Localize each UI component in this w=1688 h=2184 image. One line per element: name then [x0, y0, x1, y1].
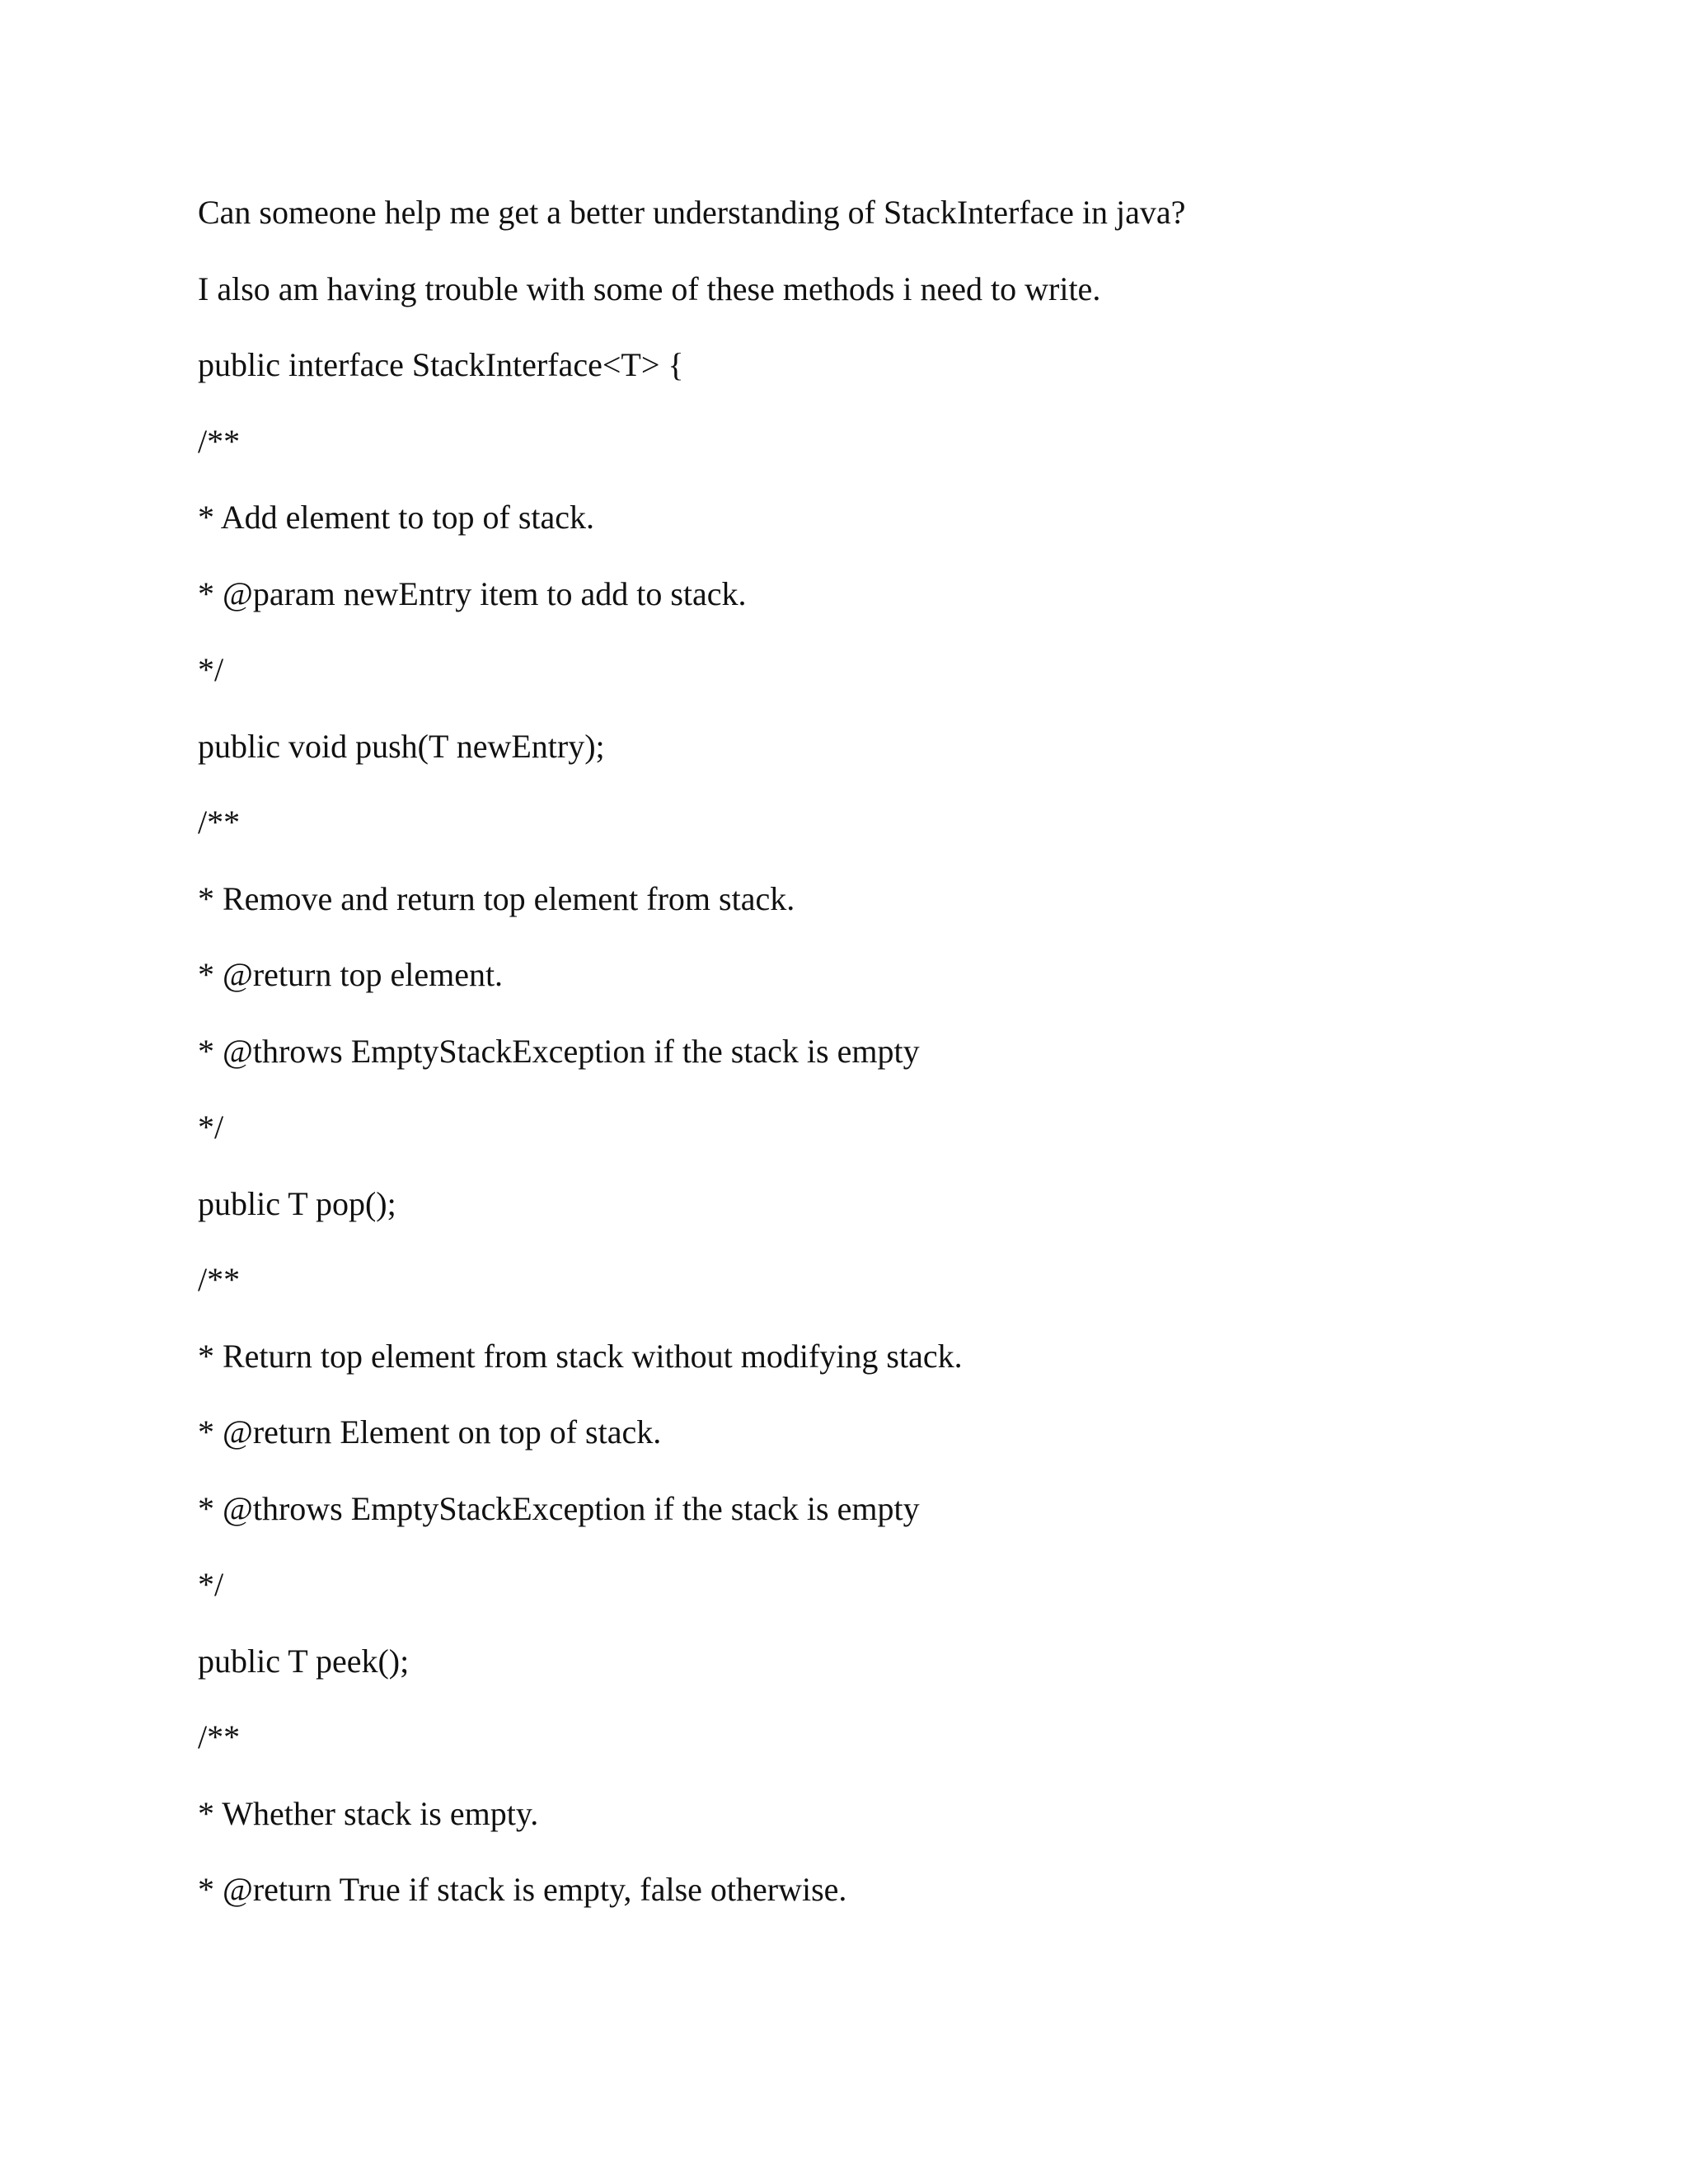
code-line: public T pop();: [198, 1184, 396, 1222]
code-line: public T peek();: [198, 1642, 410, 1680]
code-comment-line: * @return top element.: [198, 956, 504, 993]
code-comment-line: * Remove and return top element from stack.: [198, 879, 795, 917]
code-comment-line: /**: [198, 804, 241, 841]
code-comment-line: * Whether stack is empty.: [198, 1794, 539, 1832]
code-comment-line: * Return top element from stack without modifying stack.: [198, 1337, 963, 1375]
code-comment-line: * @param newEntry item to add to stack.: [198, 574, 747, 612]
question-line: I also am having trouble with some of these methods i need to write.: [198, 269, 1101, 307]
code-comment-line: */: [198, 1108, 224, 1146]
code-comment-line: * @throws EmptyStackException if the stack is empty: [198, 1489, 920, 1527]
code-comment-line: /**: [198, 1718, 241, 1755]
code-line: public interface StackInterface<T> {: [198, 346, 684, 383]
question-line: Can someone help me get a better understanding of StackInterface in java?: [198, 194, 1186, 231]
code-comment-line: * @return Element on top of stack.: [198, 1413, 662, 1451]
code-line: public void push(T newEntry);: [198, 727, 605, 765]
code-comment-line: * @throws EmptyStackException if the stack is empty: [198, 1032, 920, 1070]
code-comment-line: */: [198, 1566, 224, 1603]
code-comment-line: */: [198, 651, 224, 688]
code-comment-line: * @return True if stack is empty, false otherwise.: [198, 1871, 847, 1908]
code-comment-line: /**: [198, 422, 241, 460]
code-comment-line: * Add element to top of stack.: [198, 499, 595, 536]
document-body: [198, 191, 1517, 1945]
code-comment-line: /**: [198, 1261, 241, 1298]
